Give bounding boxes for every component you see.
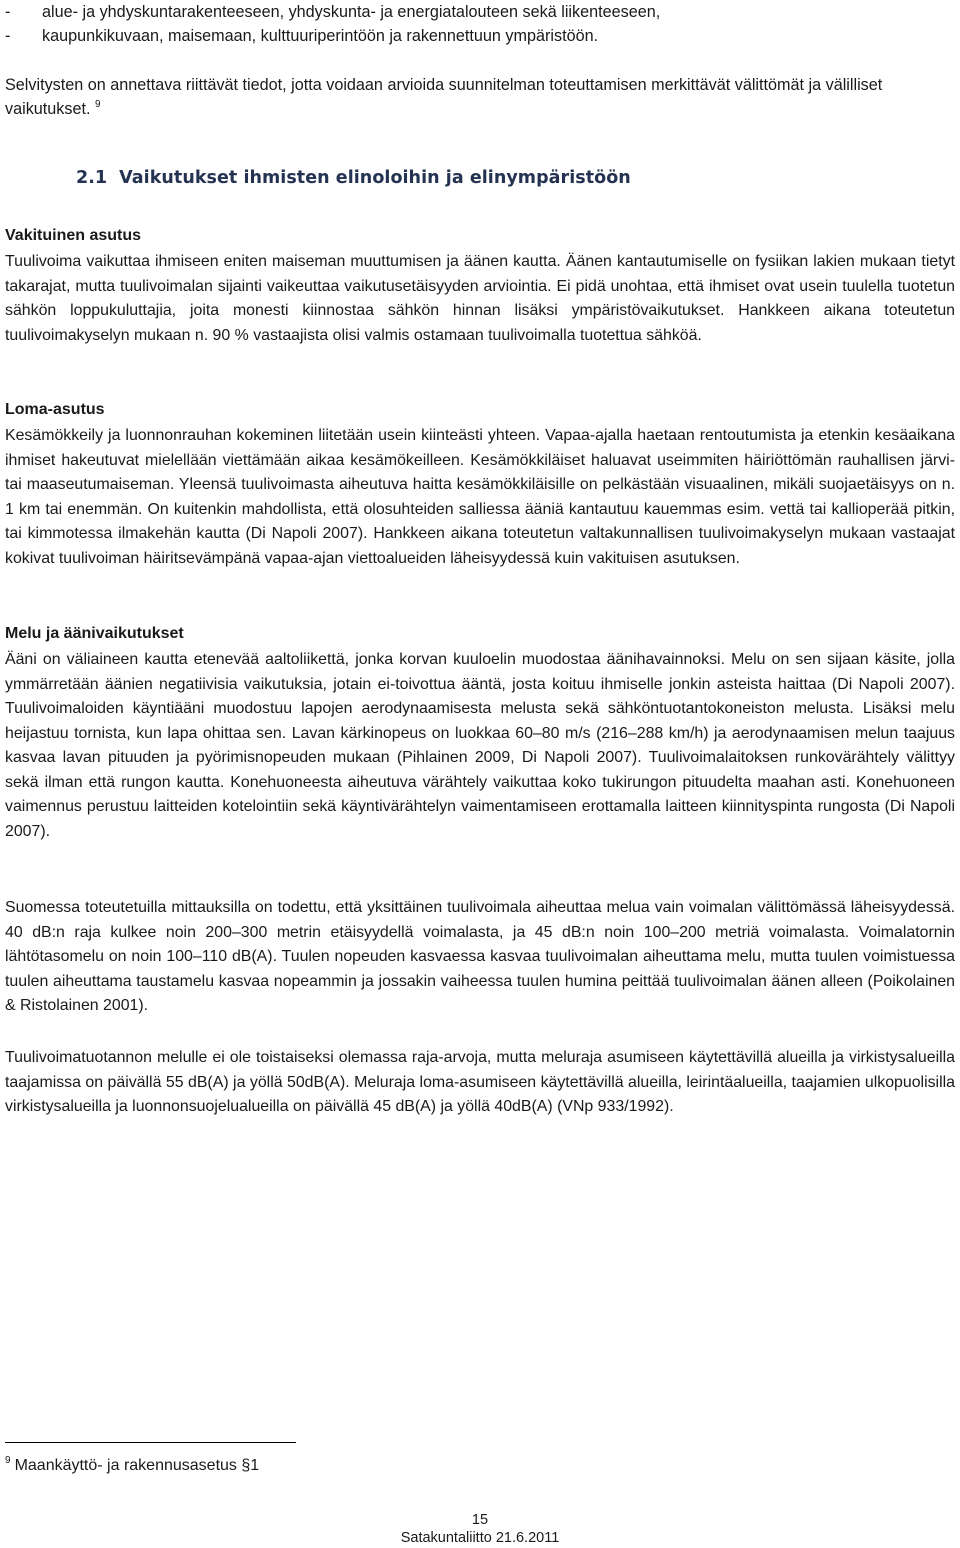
footnote [5,1455,259,1475]
section-number: 2.1 [76,168,108,188]
paragraph: Kesämökkeily ja luonnonrauhan kokeminen liitetään usein kiinteästi yhteen. Vapaa-ajalla haetaan rentoutumista ja etenkin kesäaikana ihmiset hakeutuvat mielellään viettämään aikaa kesämökeilleen. Kesämökkiläiset haluavat useimmiten häiriöttömän rauhallisen järvi- tai maaseutumaiseman. Yleensä tuulivoimasta aiheutuva haitta kesämökkiläisille on pelkästään visuaalinen, mikäli suojaetäisyys on n. 1 km tai enemmän. On kuitenkin mahdollista, että olosuhteiden salliessa ääniä kantautuu kauemmas esim. vettä tai kallioperää pitkin, tai kimmotessa ilmakehän kautta (Di Napoli 2007). Hankkeen aikana toteutetun valtakunnallisen tuulivoimakyselyn mukaan vastaajat kokivat tuulivoiman häiritsevämpänä vapaa-ajan viettoalueiden läheisyydessä kuin vakituisen asutuksen. [5,427,955,567]
subheading-melu-ja-aanivaikutukset: Melu ja äänivaikutukset [5,625,184,642]
section-heading [76,168,631,188]
bullet-dash: - [5,3,11,21]
footnote-number: 9 [5,1455,11,1466]
subheading-loma-asutus: Loma-asutus [5,401,105,418]
bullet-list [5,0,955,48]
footnote-text: Maankäyttö- ja rakennusasetus §1 [14,1457,260,1474]
page-number: 15 [471,1512,489,1528]
footnote-reference[interactable]: 9 [94,99,101,110]
page-footer: Satakuntaliitto 21.6.2011 [400,1530,560,1546]
paragraph: Ääni on väliaineen kautta etenevää aaltoliikettä, jonka korvan kuuloelin muodostaa äänihavainnoksi. Melu on sen sijaan käsite, jolla ymmärretään äänien negatiivisia vaikutuksia, jotain ei-toivottua ääntä, josta koituu ihmiselle jonkin asteista haittaa (Di Napoli 2007). Tuulivoimaloiden käyntiääni muodostuu lapojen aerodynaamisesta melusta sekä sähköntuotantokoneiston melusta. Lisäksi melu heijastuu tornista, kun lapa ohittaa sen. Lavan kärkinopeus on luokkaa 60–80 m/s (216–288 km/h) ja aerodynaamisen melun taajuus kasvaa lavan pituuden ja pyörimisnopeuden mukaan (Pihlainen 2009, Di Napoli 2007). Tuulivoimalaitoksen runkovärähtely välittyy sekä ilman että rungon kautta. Konehuoneesta aiheutuva värähtely vaikuttaa koko tukirungon pituudelta maahan asti. Konehuoneen vaimennus perustuu laitteiden kotelointiin sekä käyntivärähtelyn vaimentamiseen erottamalla laitteen kiinnityspinta rungosta (Di Napoli 2007). [5,651,955,840]
bullet-text: kaupunkikuvaan, maisemaan, kulttuuriperintöön ja rakennettuun ympäristöön. [42,27,599,45]
bullet-text: alue- ja yhdyskuntarakenteeseen, yhdyskunta- ja energiatalouteen sekä liikenteeseen, [42,3,661,21]
list-item [5,0,955,24]
footnote-divider [5,1442,296,1443]
list-item [5,24,955,48]
paragraph: Tuulivoima vaikuttaa ihmiseen eniten maiseman muuttumisen ja äänen kautta. Äänen kantautumiselle on fysiikan lakien mukaan tietyt takarajat, mutta tuulivoimalan sijainti vaikeuttaa vaikutusetäisyyden arviointia. Ei pidä unohtaa, että ihmiset ovat usein tuulella tuotetun sähkön loppukuluttajia, joita monesti kiinnostaa sähkön hinnan lisäksi ympäristövaikutukset. Hankkeen aikana toteutetun tuulivoimakyselyn mukaan n. 90 % vastaajista olisi valmis ostamaan tuulivoimalla tuotettua sähköä. [5,253,955,344]
section-title: Vaikutukset ihmisten elinoloihin ja elinympäristöön [119,168,631,188]
bullet-dash: - [5,27,11,45]
intro-paragraph [5,73,955,121]
intro-text: Selvitysten on annettava riittävät tiedot, jotta voidaan arvioida suunnitelman toteuttamisen merkittävät välittömät ja välilliset vaikutukset. [5,76,883,118]
paragraph: Suomessa toteutetuilla mittauksilla on todettu, että yksittäinen tuulivoimala aiheuttaa melua vain voimalan välittömässä läheisyydessä. 40 dB:n raja kulkee noin 200–300 metrin etäisyydellä voimalasta, ja 45 dB:n noin 100–200 metriä voimalasta. Voimalatornin lähtötasomelu on noin 100–110 dB(A). Tuulen nopeuden kasvaessa kasvaa tuulivoimalan aiheuttama melu, mutta tuulen voimistuessa tuulen aiheuttama taustamelu kasvaa nopeammin ja jossakin vaiheessa tuulen humina peittää tuulivoimalan äänen alleen (Poikolainen & Ristolainen 2001). [5,899,955,1014]
paragraph: Tuulivoimatuotannon melulle ei ole toistaiseksi olemassa raja-arvoja, mutta meluraja asumiseen käytettävillä alueilla ja virkistysalueilla taajamissa on päivällä 55 dB(A) ja yöllä 50dB(A). Meluraja loma-asumiseen käytettävillä alueilla, leirintäalueilla, taajamien ulkopuolisilla virkistysalueilla ja luonnonsuojelualueilla on päivällä 45 dB(A) ja yöllä 40dB(A) (VNp 933/1992). [5,1049,955,1115]
subheading-vakituinen-asutus: Vakituinen asutus [5,227,142,244]
